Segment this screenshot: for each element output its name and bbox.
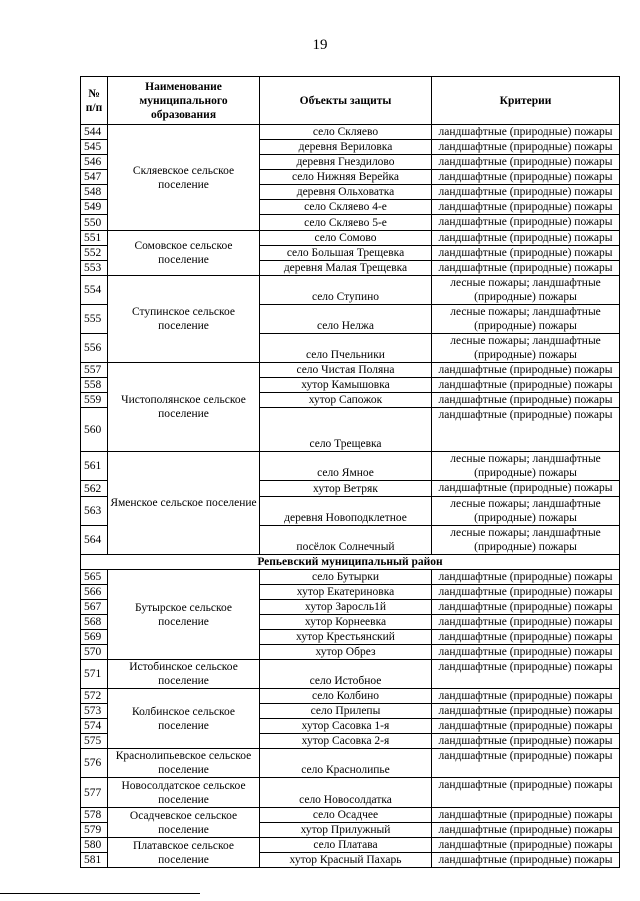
protection-object: село Истобное bbox=[260, 660, 432, 689]
municipality-name: Краснолипьевское сельское поселение bbox=[108, 749, 260, 778]
fire-criteria: ландшафтные (природные) пожары bbox=[432, 378, 620, 393]
protection-object: село Сомово bbox=[260, 231, 432, 246]
row-number: 568 bbox=[81, 615, 108, 630]
row-number: 549 bbox=[81, 200, 108, 215]
row-number: 579 bbox=[81, 823, 108, 838]
page-number: 19 bbox=[312, 37, 328, 53]
table-row bbox=[81, 452, 620, 481]
protection-object: село Нелжа bbox=[260, 305, 432, 334]
row-number: 573 bbox=[81, 704, 108, 719]
row-number: 546 bbox=[81, 155, 108, 170]
protection-objects-table bbox=[80, 76, 620, 868]
protection-object: хутор Сасовка 2-я bbox=[260, 734, 432, 749]
fire-criteria: ландшафтные (природные) пожары bbox=[432, 393, 620, 408]
protection-object: хутор Заросль1й bbox=[260, 600, 432, 615]
row-number: 561 bbox=[81, 452, 108, 481]
protection-object: хутор Сапожок bbox=[260, 393, 432, 408]
municipality-name: Новосолдатское сельское поселение bbox=[108, 778, 260, 808]
row-number: 557 bbox=[81, 363, 108, 378]
fire-criteria: лесные пожары; ландшафтные (природные) пожары bbox=[432, 452, 620, 481]
row-number: 544 bbox=[81, 125, 108, 140]
footer-divider bbox=[0, 893, 200, 894]
row-number: 558 bbox=[81, 378, 108, 393]
row-number: 564 bbox=[81, 526, 108, 555]
protection-object: хутор Камышовка bbox=[260, 378, 432, 393]
fire-criteria: ландшафтные (природные) пожары bbox=[432, 215, 620, 231]
table-row bbox=[81, 778, 620, 808]
row-number: 562 bbox=[81, 481, 108, 497]
table-row bbox=[81, 689, 620, 704]
row-number: 574 bbox=[81, 719, 108, 734]
protection-object: деревня Малая Трещевка bbox=[260, 261, 432, 276]
row-number: 567 bbox=[81, 600, 108, 615]
protection-object: деревня Новоподклетное bbox=[260, 497, 432, 526]
fire-criteria: ландшафтные (природные) пожары bbox=[432, 734, 620, 749]
fire-criteria: ландшафтные (природные) пожары bbox=[432, 408, 620, 452]
table-row bbox=[81, 838, 620, 853]
row-number: 571 bbox=[81, 660, 108, 689]
table-body bbox=[81, 125, 620, 868]
protection-object: деревня Гнездилово bbox=[260, 155, 432, 170]
municipality-name: Яменское сельское поселение bbox=[108, 452, 260, 555]
fire-criteria: ландшафтные (природные) пожары bbox=[432, 125, 620, 140]
row-number: 565 bbox=[81, 570, 108, 585]
row-number: 563 bbox=[81, 497, 108, 526]
municipality-name: Скляевское сельское поселение bbox=[108, 125, 260, 231]
fire-criteria: ландшафтные (природные) пожары bbox=[432, 719, 620, 734]
district-name: Репьевский муниципальный район bbox=[81, 555, 620, 570]
table-row bbox=[81, 660, 620, 689]
protection-object: село Ямное bbox=[260, 452, 432, 481]
protection-object: хутор Сасовка 1-я bbox=[260, 719, 432, 734]
fire-criteria: лесные пожары; ландшафтные (природные) пожары bbox=[432, 305, 620, 334]
municipality-name: Чистополянское сельское поселение bbox=[108, 363, 260, 452]
row-number: 578 bbox=[81, 808, 108, 823]
protection-object: село Скляево bbox=[260, 125, 432, 140]
fire-criteria: лесные пожары; ландшафтные (природные) пожары bbox=[432, 276, 620, 305]
row-number: 572 bbox=[81, 689, 108, 704]
fire-criteria: ландшафтные (природные) пожары bbox=[432, 749, 620, 778]
row-number: 575 bbox=[81, 734, 108, 749]
header-num: № п/п bbox=[81, 77, 108, 125]
fire-criteria: лесные пожары; ландшафтные (природные) пожары bbox=[432, 497, 620, 526]
fire-criteria: ландшафтные (природные) пожары bbox=[432, 481, 620, 497]
table-row bbox=[81, 231, 620, 246]
municipality-name: Бутырское сельское поселение bbox=[108, 570, 260, 660]
district-row bbox=[81, 555, 620, 570]
header-municipality: Наименование муниципального образования bbox=[108, 77, 260, 125]
protection-object: хутор Красный Пахарь bbox=[260, 853, 432, 868]
row-number: 566 bbox=[81, 585, 108, 600]
protection-object: село Большая Трещевка bbox=[260, 246, 432, 261]
row-number: 550 bbox=[81, 215, 108, 231]
protection-object: хутор Прилужный bbox=[260, 823, 432, 838]
row-number: 548 bbox=[81, 185, 108, 200]
fire-criteria: ландшафтные (природные) пожары bbox=[432, 200, 620, 215]
protection-object: село Пчельники bbox=[260, 334, 432, 363]
protection-object: село Чистая Поляна bbox=[260, 363, 432, 378]
protection-object: хутор Обрез bbox=[260, 645, 432, 660]
row-number: 580 bbox=[81, 838, 108, 853]
protection-object: село Скляево 4-е bbox=[260, 200, 432, 215]
fire-criteria: ландшафтные (природные) пожары bbox=[432, 185, 620, 200]
row-number: 576 bbox=[81, 749, 108, 778]
municipality-name: Осадчевское сельское поселение bbox=[108, 808, 260, 838]
protection-object: хутор Корнеевка bbox=[260, 615, 432, 630]
row-number: 559 bbox=[81, 393, 108, 408]
row-number: 545 bbox=[81, 140, 108, 155]
row-number: 551 bbox=[81, 231, 108, 246]
protection-object: хутор Екатериновка bbox=[260, 585, 432, 600]
row-number: 547 bbox=[81, 170, 108, 185]
fire-criteria: ландшафтные (природные) пожары bbox=[432, 808, 620, 823]
protection-object: село Ступино bbox=[260, 276, 432, 305]
protection-object: село Бутырки bbox=[260, 570, 432, 585]
fire-criteria: ландшафтные (природные) пожары bbox=[432, 689, 620, 704]
protection-object: село Осадчее bbox=[260, 808, 432, 823]
fire-criteria: ландшафтные (природные) пожары bbox=[432, 261, 620, 276]
table-row bbox=[81, 276, 620, 305]
table-row bbox=[81, 808, 620, 823]
protection-object: село Краснолипье bbox=[260, 749, 432, 778]
protection-object: деревня Ольховатка bbox=[260, 185, 432, 200]
fire-criteria: ландшафтные (природные) пожары bbox=[432, 838, 620, 853]
municipality-name: Сомовское сельское поселение bbox=[108, 231, 260, 276]
table-row bbox=[81, 749, 620, 778]
protection-object: село Скляево 5-е bbox=[260, 215, 432, 231]
fire-criteria: ландшафтные (природные) пожары bbox=[432, 585, 620, 600]
row-number: 560 bbox=[81, 408, 108, 452]
protection-object: село Нижняя Верейка bbox=[260, 170, 432, 185]
row-number: 569 bbox=[81, 630, 108, 645]
fire-criteria: ландшафтные (природные) пожары bbox=[432, 600, 620, 615]
municipality-name: Колбинское сельское поселение bbox=[108, 689, 260, 749]
header-criteria: Критерии bbox=[432, 77, 620, 125]
table-row bbox=[81, 570, 620, 585]
protection-object: село Трещевка bbox=[260, 408, 432, 452]
fire-criteria: ландшафтные (природные) пожары bbox=[432, 645, 620, 660]
table-row bbox=[81, 363, 620, 378]
protection-object: село Новосолдатка bbox=[260, 778, 432, 808]
fire-criteria: ландшафтные (природные) пожары bbox=[432, 853, 620, 868]
fire-criteria: ландшафтные (природные) пожары bbox=[432, 570, 620, 585]
row-number: 570 bbox=[81, 645, 108, 660]
protection-object: село Прилепы bbox=[260, 704, 432, 719]
row-number: 555 bbox=[81, 305, 108, 334]
protection-object: посёлок Солнечный bbox=[260, 526, 432, 555]
fire-criteria: ландшафтные (природные) пожары bbox=[432, 170, 620, 185]
fire-criteria: ландшафтные (природные) пожары bbox=[432, 363, 620, 378]
row-number: 554 bbox=[81, 276, 108, 305]
fire-criteria: ландшафтные (природные) пожары bbox=[432, 231, 620, 246]
protection-object: село Платава bbox=[260, 838, 432, 853]
row-number: 553 bbox=[81, 261, 108, 276]
row-number: 577 bbox=[81, 778, 108, 808]
row-number: 552 bbox=[81, 246, 108, 261]
protection-object: село Колбино bbox=[260, 689, 432, 704]
protection-object: хутор Крестьянский bbox=[260, 630, 432, 645]
municipality-name: Истобинское сельское поселение bbox=[108, 660, 260, 689]
municipality-name: Платавское сельское поселение bbox=[108, 838, 260, 868]
fire-criteria: ландшафтные (природные) пожары bbox=[432, 704, 620, 719]
table-row bbox=[81, 125, 620, 140]
row-number: 556 bbox=[81, 334, 108, 363]
fire-criteria: лесные пожары; ландшафтные (природные) пожары bbox=[432, 334, 620, 363]
row-number: 581 bbox=[81, 853, 108, 868]
table-header-row bbox=[81, 77, 620, 125]
header-objects: Объекты защиты bbox=[260, 77, 432, 125]
fire-criteria: ландшафтные (природные) пожары bbox=[432, 140, 620, 155]
fire-criteria: лесные пожары; ландшафтные (природные) пожары bbox=[432, 526, 620, 555]
municipality-name: Ступинское сельское поселение bbox=[108, 276, 260, 363]
fire-criteria: ландшафтные (природные) пожары bbox=[432, 615, 620, 630]
fire-criteria: ландшафтные (природные) пожары bbox=[432, 778, 620, 808]
protection-object: деревня Вериловка bbox=[260, 140, 432, 155]
protection-object: хутор Ветряк bbox=[260, 481, 432, 497]
fire-criteria: ландшафтные (природные) пожары bbox=[432, 823, 620, 838]
fire-criteria: ландшафтные (природные) пожары bbox=[432, 246, 620, 261]
fire-criteria: ландшафтные (природные) пожары bbox=[432, 155, 620, 170]
fire-criteria: ландшафтные (природные) пожары bbox=[432, 630, 620, 645]
fire-criteria: ландшафтные (природные) пожары bbox=[432, 660, 620, 689]
